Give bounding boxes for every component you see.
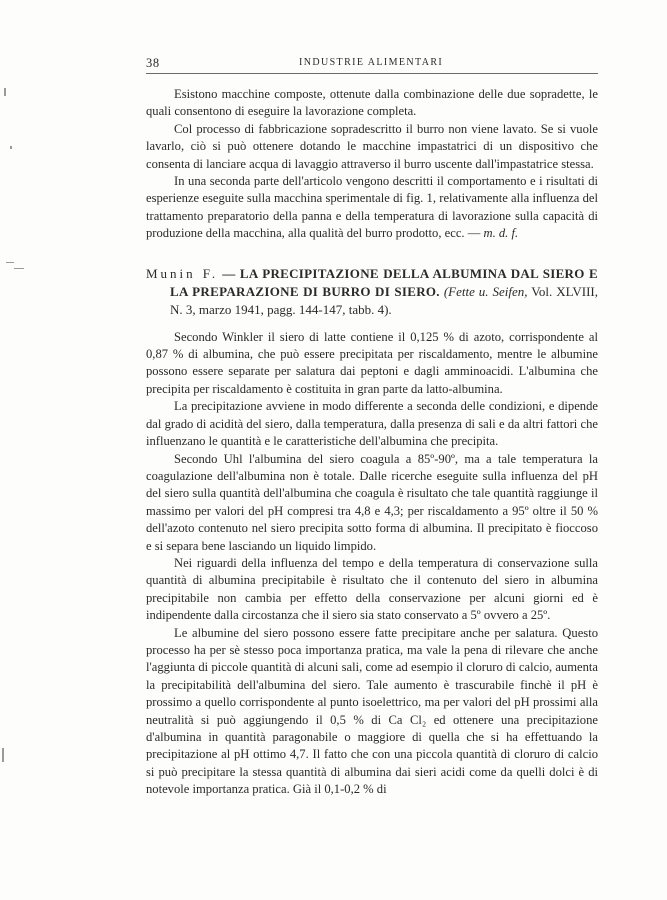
signature: m. d. f. [483, 226, 519, 241]
scan-mark [4, 88, 6, 96]
scan-mark [6, 262, 14, 263]
entry-journal: (Fette u. Seifen, [443, 283, 528, 299]
bibliographic-entry [146, 265, 598, 319]
paragraph-text: In una seconda parte dell'articolo vengono descritti il comportamento e i risultati di esperienze eseguite sulla macchina sperimentale di fig. 1, relativamente alla influenza del trattamento preparatorio della panna e della temperatura di lavorazione sulla capacità di produzione della macchina, alla qualità del burro prodotto, ecc. — [146, 174, 598, 241]
section-gap [146, 243, 598, 265]
paragraph: Esistono macchine composte, ottenute dalla combinazione delle due sopradette, le quali consentono di eseguire la lavorazione completa. [146, 87, 598, 119]
page-number: 38 [146, 56, 160, 70]
paragraph [146, 173, 598, 243]
paragraph: Secondo Winkler il siero di latte contiene il 0,125 % di azoto, corrispondente al 0,87 % di albumina, che può essere precipitata per riscaldamento, mentre le albumine possono essere separate per salatura dai peptoni e dagli amminoacidi. L'albumina che precipita per riscaldamento è costituita in gran parte da latto-albumina. [146, 329, 598, 396]
paragraph: Le albumine del siero possono essere fatte precipitare anche per salatura. Questo processo ha per sè stesso poca importanza pratica, ma vale la pena di rilevare che anche l'aggiunta di piccole quantità di alcuni sali, come ad esempio il cloruro di calcio, aumenta la precipitabilità dell'albumina del siero. Tale aumento è trascurabile finchè il pH è prossimo a quello corrispondente al punto isoelettrico, ma per valori del pH prossimi alla neutralità si può aggiungendo il 0,5 % di Ca Cl₂ ed ottenere una precipitazione d'albumina in quantità paragonabile o maggiore di quella che si ha effettuando la precipitazione al pH ottimo 4,7. Il fatto che con una piccola quantità di cloruro di calcio si può precipitare la stessa quantità di albumina dai sieri acidi come da quelli dolci è di notevole importanza pratica. Già il 0,1-0,2 % di [146, 625, 598, 797]
entry-title: — LA PRECIPITAZIONE DELLA ALBUMINA DAL SIERO E LA PREPARAZIONE DI BURRO DI SIERO. [170, 265, 598, 299]
running-title: INDUSTRIE ALIMENTARI [299, 57, 444, 68]
entry-author: Munin F. [146, 265, 219, 281]
paragraph: Secondo Uhl l'albumina del siero coagula a 85º-90º, ma a tale temperatura la coagulazione dell'albumina non è totale. Dalle ricerche eseguite sulla influenza del pH del siero sulla quantità dell'albumina che coagula è risultato che tale quantità raggiunge il massimo per valori del pH compresi tra 4,8 e 4,3; per riscaldamento a 95º oltre il 50 % dell'azoto contenuto nel siero precipita sotto forma di albumina. Il precipitato è fioccoso e si separa bene lasciando un liquido limpido. [146, 451, 598, 553]
scan-mark [10, 146, 12, 149]
scan-mark [14, 268, 24, 269]
paragraph: Col processo di fabbricazione sopradescritto il burro non viene lavato. Se si vuole lavarlo, ciò si può ottenere dotando le macchine impastatrici di un dispositivo che consenta di lanciare acqua di lavaggio attraverso il burro uscente dall'impastatrice stessa. [146, 121, 598, 171]
paragraph: Nei riguardi della influenza del tempo e della temperatura di conservazione sulla quantità di albumina precipitabile è risultato che il contenuto del siero in albumina precipitabile non cambia per effetto della conservazione per alcuni giorni ed è indipendente dalla circostanza che il siero sia stato conservato a 5º ovvero a 25º. [146, 555, 598, 623]
scan-mark [2, 748, 4, 762]
paragraph: La precipitazione avviene in modo differente a seconda delle condizioni, e dipende dal grado di acidità del siero, dalla temperatura, dalla presenza di sali e da altri fattori che influenzano le quantità e le caratteristiche dell'albumina che precipita. [146, 399, 598, 449]
entry-citation: Vol. XLVIII, N. 3, marzo 1941, pagg. 144-147, tabb. 4). [170, 283, 598, 317]
header-rule [146, 73, 598, 74]
section-gap [146, 319, 598, 329]
body-text [146, 86, 598, 799]
